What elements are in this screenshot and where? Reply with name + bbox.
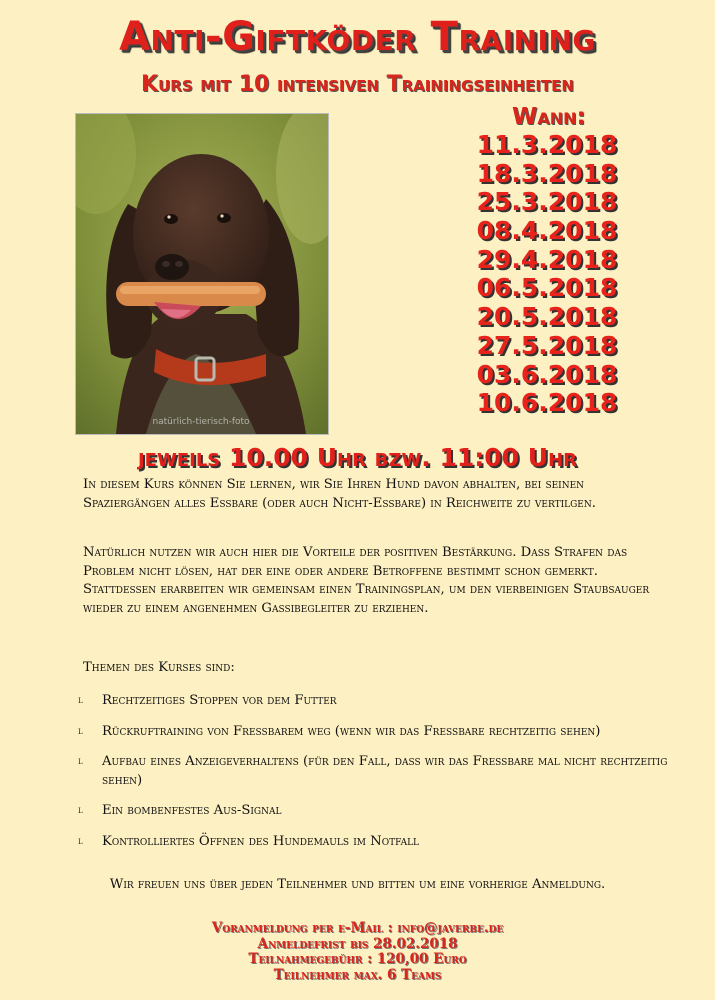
topic-text: Aufbau eines Anzeigeverhaltens (für den Fall, dass wir das Fressbare mal nicht rechtzeitig sehen) xyxy=(102,754,668,788)
method-paragraph: Natürlich nutzen wir auch hier die Vorteile der positiven Bestärkung. Dass Strafen das Problem nicht lösen, hat der eine oder andere Betroffene bestimmt schon gemerkt. Stattdessen erarbeiten wir gemeinsam einen Trainingsplan, um den vierbeinigen Staubsauger wieder zu einem angenehmen Gassibegleiter zu erziehen. xyxy=(83,545,650,616)
date-item: 03.6.2018 xyxy=(476,359,618,389)
photo-watermark: natürlich-tierisch-foto xyxy=(152,417,250,427)
topics-list xyxy=(78,692,678,851)
date-item: 06.5.2018 xyxy=(476,273,618,303)
date-item: 10.6.2018 xyxy=(476,388,618,418)
topic-text: Rückruftraining von Fressbarem weg (wenn wir das Fressbare rechtzeitig sehen) xyxy=(102,723,601,739)
date-item: 11.3.2018 xyxy=(476,130,618,159)
bullet-icon: l xyxy=(78,756,83,767)
date-item: 29.4.2018 xyxy=(476,244,618,274)
when-label: Wann: xyxy=(512,104,586,130)
topic-text: Kontrolliertes Öffnen des Hundemauls im Notfall xyxy=(102,833,420,849)
date-item: 20.5.2018 xyxy=(476,302,618,332)
date-item: 18.3.2018 xyxy=(476,158,618,188)
date-list xyxy=(462,131,632,418)
bullet-icon: l xyxy=(78,725,83,737)
topic-item xyxy=(78,833,678,852)
registration-footer xyxy=(0,921,715,983)
bullet-icon: l xyxy=(78,835,83,847)
flyer-subtitle: Kurs mit 10 intensiven Trainingseinheiten xyxy=(141,72,574,97)
bullet-icon: l xyxy=(78,695,83,706)
intro-paragraph: In diesem Kurs können Sie lernen, wir Sie Ihren Hund davon abhalten, bei seinen Spaziergängen alles Essbare (oder auch Nicht-Essbare) in Reichweite zu vertilgen. xyxy=(83,477,596,511)
participant-limit: Teilnehmer max. 6 Teams xyxy=(273,966,442,983)
topic-item xyxy=(78,753,678,790)
topic-item xyxy=(78,723,678,742)
participation-fee: Teilnahmegebühr : 120,00 Euro xyxy=(248,951,467,967)
registration-email: Voranmeldung per e-Mail : info@javerbe.de xyxy=(211,920,504,936)
topic-text: Ein bombenfestes Aus-Signal xyxy=(102,803,282,818)
closing-text: Wir freuen uns über jeden Teilnehmer und bitten um eine vorherige Anmeldung. xyxy=(109,877,606,892)
session-times: jeweils 10.00 Uhr bzw. 11:00 Uhr xyxy=(137,443,578,472)
topics-heading: Themen des Kurses sind: xyxy=(83,660,235,675)
dog-photo xyxy=(75,113,329,435)
topic-item xyxy=(78,802,678,821)
registration-deadline: Anmeldefrist bis 28.02.2018 xyxy=(257,935,458,952)
topic-item xyxy=(78,692,678,711)
flyer-title: Anti-Giftköder Training xyxy=(119,14,596,60)
bullet-icon: l xyxy=(78,805,83,816)
topic-text: Rechtzeitiges Stoppen vor dem Futter xyxy=(102,693,337,708)
date-item: 25.3.2018 xyxy=(476,187,618,217)
date-item: 08.4.2018 xyxy=(476,216,618,246)
date-item: 27.5.2018 xyxy=(476,330,618,360)
